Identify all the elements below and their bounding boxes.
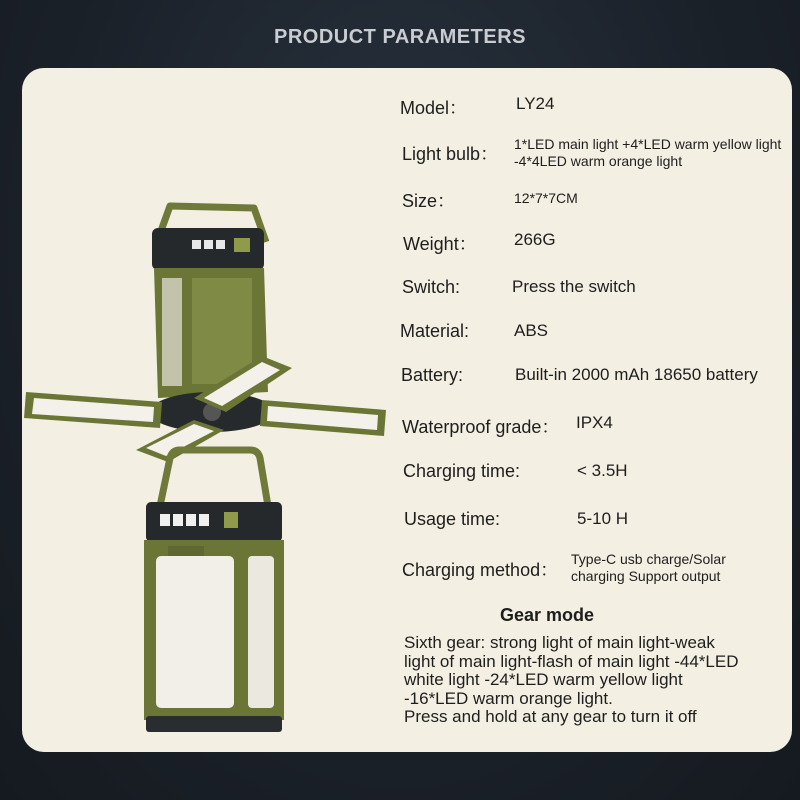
gear-mode-line: Sixth gear: strong light of main light-weak bbox=[404, 633, 715, 652]
param-value: 266G bbox=[514, 230, 556, 249]
param-label: Charging method： bbox=[402, 560, 559, 580]
parameters-card bbox=[22, 68, 792, 752]
gear-mode-line: light of main light-flash of main light -44*LED bbox=[404, 651, 739, 671]
gear-mode-line: -16*LED warm orange light. bbox=[404, 688, 613, 708]
param-label: Usage time: bbox=[404, 509, 501, 529]
param-value: 1*LED main light +4*LED warm yellow light -4*4LED warm orange light bbox=[514, 136, 782, 169]
gear-mode-description bbox=[404, 634, 790, 727]
param-value: Built-in 2000 mAh 18650 battery bbox=[515, 365, 758, 384]
param-value: LY24 bbox=[516, 94, 555, 113]
param-label: Battery: bbox=[401, 365, 464, 385]
param-label: Weight： bbox=[403, 234, 477, 254]
param-value: 12*7*7CM bbox=[514, 190, 578, 206]
param-label: Material: bbox=[400, 321, 470, 341]
gear-mode-line: white light -24*LED warm yellow light bbox=[404, 670, 683, 689]
param-value: IPX4 bbox=[576, 413, 613, 432]
page-title: PRODUCT PARAMETERS bbox=[274, 26, 526, 48]
param-label: Waterproof grade： bbox=[402, 417, 560, 437]
param-value: ABS bbox=[514, 321, 549, 340]
lamp-folded-image bbox=[140, 446, 290, 736]
lamp-unfolded-image bbox=[22, 130, 402, 480]
gear-mode-line: Press and hold at any gear to turn it off bbox=[404, 707, 697, 726]
param-value: Type-C usb charge/Solar charging Support output bbox=[571, 551, 726, 584]
param-label: Light bulb： bbox=[402, 144, 499, 164]
param-label: Size： bbox=[402, 191, 456, 211]
param-label: Charging time: bbox=[403, 461, 521, 481]
param-value: < 3.5H bbox=[577, 461, 628, 480]
param-label: Switch: bbox=[402, 277, 461, 297]
gear-mode-title: Gear mode bbox=[499, 605, 595, 625]
param-value: 5-10 H bbox=[577, 509, 629, 528]
param-value: Press the switch bbox=[512, 277, 636, 296]
param-label: Model： bbox=[400, 98, 468, 118]
